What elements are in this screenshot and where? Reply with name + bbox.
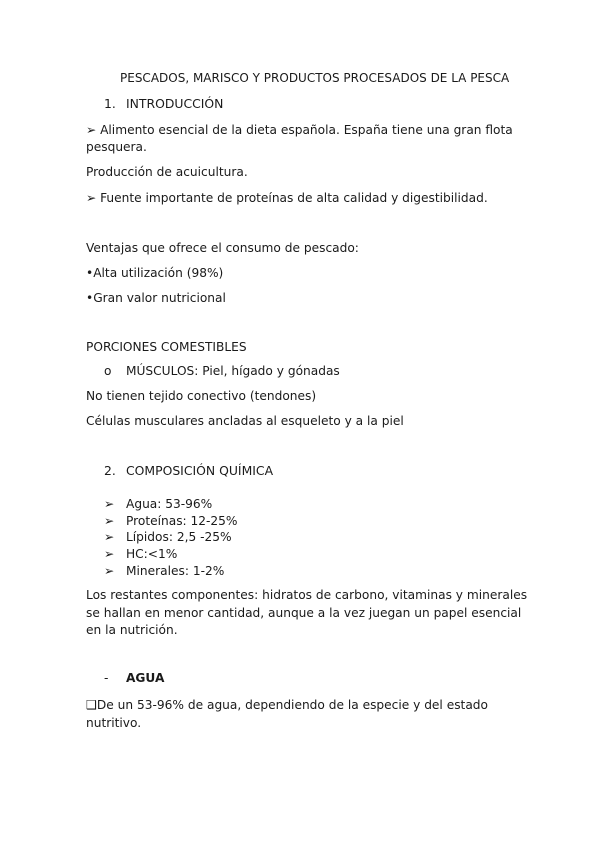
ventajas-item: •Gran valor nutricional <box>86 291 226 305</box>
intro-line-1-cont: pesquera. <box>86 140 147 154</box>
composicion-paragraph-line: en la nutrición. <box>86 623 178 637</box>
composicion-item-text: Agua: 53-96% <box>126 497 213 511</box>
ventajas-item: •Alta utilización (98%) <box>86 266 224 280</box>
arrow-bullet-icon: ➢ <box>104 530 115 544</box>
arrow-bullet-icon: ➢ <box>104 547 115 561</box>
document-title: PESCADOS, MARISCO Y PRODUCTOS PROCESADOS DE LA PESCA <box>120 71 510 85</box>
porciones-item-text: MÚSCULOS: Piel, hígado y gónadas <box>126 364 340 378</box>
agua-title: AGUA <box>126 671 165 685</box>
agua-heading <box>104 670 164 687</box>
composicion-paragraph-line: Los restantes componentes: hidratos de carbono, vitaminas y minerales <box>86 588 528 602</box>
intro-line-1: ➢ Alimento esencial de la dieta española. España tiene una gran flota <box>86 123 513 137</box>
section-title: COMPOSICIÓN QUÍMICA <box>126 463 274 478</box>
section-number: 1. <box>104 96 116 111</box>
composicion-paragraph-line: se hallan en menor cantidad, aunque a la vez juegan un papel esencial <box>86 606 522 620</box>
section-number: 2. <box>104 463 116 478</box>
section-title: INTRODUCCIÓN <box>126 96 224 111</box>
intro-line-3: ➢ Fuente importante de proteínas de alta calidad y digestibilidad. <box>86 191 488 205</box>
arrow-bullet-icon: ➢ <box>104 497 115 511</box>
composicion-item-text: Proteínas: 12-25% <box>126 514 238 528</box>
composicion-item-text: Minerales: 1-2% <box>126 564 225 578</box>
composicion-item <box>104 529 232 546</box>
composicion-item-text: Lípidos: 2,5 -25% <box>126 530 232 544</box>
section-heading-introduccion <box>104 95 223 112</box>
porciones-list-item <box>104 363 340 380</box>
arrow-bullet-icon: ➢ <box>104 564 115 578</box>
arrow-bullet-icon: ➢ <box>104 514 115 528</box>
bullet-marker: o <box>104 364 112 378</box>
agua-line-1: ❑De un 53-96% de agua, dependiendo de la especie y del estado <box>86 698 488 712</box>
composicion-item <box>104 513 238 530</box>
intro-line-2: Producción de acuicultura. <box>86 165 248 179</box>
porciones-line-1: No tienen tejido conectivo (tendones) <box>86 389 317 403</box>
composicion-item <box>104 546 177 563</box>
composicion-item-text: HC:<1% <box>126 547 178 561</box>
ventajas-heading: Ventajas que ofrece el consumo de pescado: <box>86 241 359 255</box>
dash-marker: - <box>104 671 109 685</box>
porciones-line-2: Células musculares ancladas al esqueleto y a la piel <box>86 414 404 428</box>
composicion-item <box>104 563 224 580</box>
porciones-heading: PORCIONES COMESTIBLES <box>86 340 247 354</box>
section-heading-composicion <box>104 462 273 479</box>
agua-line-2: nutritivo. <box>86 716 142 730</box>
composicion-item <box>104 496 212 513</box>
